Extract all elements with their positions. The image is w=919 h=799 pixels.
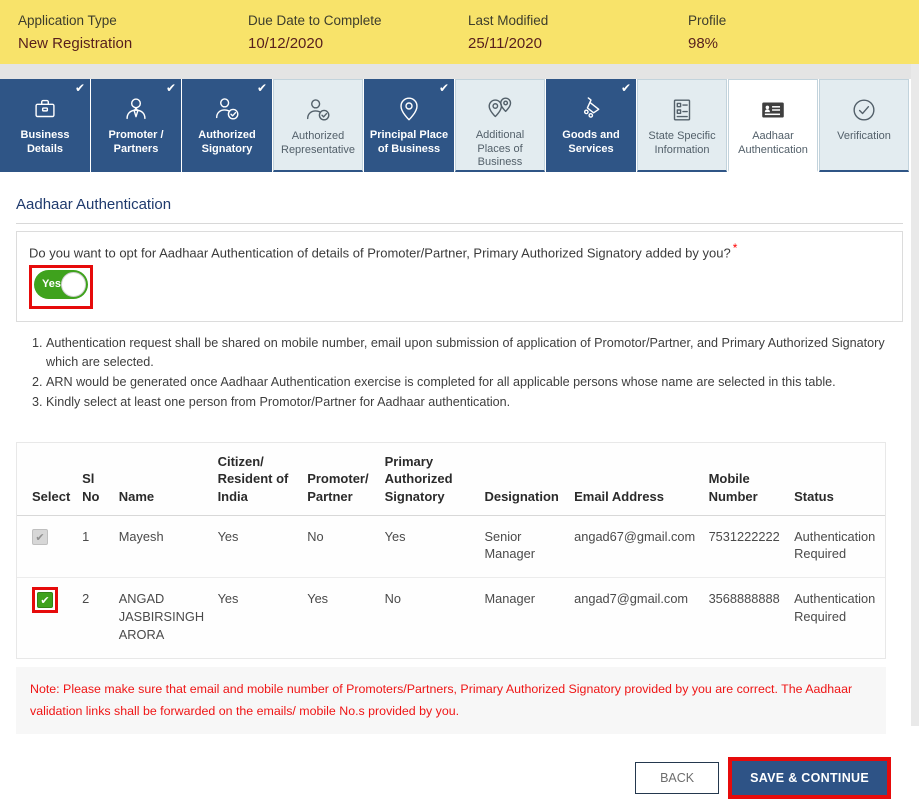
main-content — [0, 196, 919, 799]
cell-promoter: No — [301, 515, 378, 578]
aadhaar-opt-panel — [16, 231, 903, 322]
map-pins-icon — [485, 93, 515, 126]
tab-label: Goods and Services — [562, 129, 620, 155]
col-email: Email Address — [568, 443, 702, 515]
question-text: Do you want to opt for Aadhaar Authentication of details of Promoter/Partner, Primary Authorized Signatory added by you? — [29, 245, 731, 261]
due-date-label: Due Date to Complete — [248, 12, 382, 28]
cell-designation: Senior Manager — [478, 515, 568, 578]
checkbox-highlight-box — [32, 587, 58, 613]
page-title: Aadhaar Authentication — [16, 196, 172, 213]
cart-icon — [576, 92, 606, 126]
tab-aadhaar-authentication[interactable] — [728, 79, 818, 172]
tab-complete-check-icon: ✔ — [74, 81, 85, 95]
tab-label: Authorized Signatory — [198, 129, 256, 155]
application-type-value: New Registration — [18, 34, 133, 52]
toggle-highlight-box — [29, 265, 93, 309]
instruction-item: 1. Authentication request shall be shared on mobile number, email upon submission of application of Promotor/Partner, and Primary Authorized Signatory which are selected. — [46, 334, 903, 372]
tab-complete-check-icon: ✔ — [165, 81, 176, 95]
cell-primary-signatory: Yes — [379, 515, 479, 578]
briefcase-icon — [30, 92, 60, 126]
due-date-value: 10/12/2020 — [248, 34, 324, 52]
cell-name: Mayesh — [113, 515, 212, 578]
persons-table — [17, 443, 885, 658]
aadhaar-opt-toggle[interactable] — [34, 270, 88, 299]
save-button-highlight-box — [728, 757, 891, 799]
tab-label: Verification — [837, 130, 891, 142]
col-sl-no: Sl No — [76, 443, 113, 515]
table-row — [17, 515, 885, 578]
cell-promoter: Yes — [307, 591, 329, 607]
back-button[interactable]: BACK — [635, 762, 719, 794]
save-continue-button[interactable]: SAVE & CONTINUE — [732, 761, 887, 795]
tab-label: Promoter / Partners — [108, 129, 164, 155]
cell-email: angad7@gmail.com — [574, 591, 689, 607]
id-card-icon — [758, 93, 788, 127]
cell-citizen: Yes — [217, 591, 239, 607]
due-date-field — [248, 13, 468, 52]
tab-additional-places-of-business[interactable] — [455, 79, 545, 172]
tab-complete-check-icon: ✔ — [256, 81, 267, 95]
check-circle-icon — [849, 93, 879, 127]
cell-sl-no: 1 — [76, 515, 113, 578]
tab-business-details[interactable] — [0, 79, 90, 172]
cell-mobile: 3568888888 — [708, 591, 780, 607]
persons-table-wrapper — [16, 442, 886, 659]
col-designation: Designation — [478, 443, 568, 515]
select-checkbox[interactable]: ✔ — [37, 592, 53, 608]
tab-label: Authorized Representative — [281, 130, 355, 156]
instruction-item: 3. Kindly select at least one person from Promotor/Partner for Aadhaar authentication. — [46, 393, 903, 412]
tab-complete-check-icon: ✔ — [620, 81, 631, 95]
registration-steps-tabbar — [0, 79, 919, 172]
tab-goods-and-services[interactable] — [546, 79, 636, 172]
col-primary-signatory: Primary Authorized Signatory — [379, 443, 479, 515]
instruction-list — [16, 334, 903, 412]
cell-mobile: 7531222222 — [703, 515, 789, 578]
col-promoter: Promoter/ Partner — [301, 443, 378, 515]
cell-citizen: Yes — [212, 515, 302, 578]
last-modified-field — [468, 13, 688, 52]
map-pin-icon — [394, 92, 424, 126]
cell-designation: Manager — [484, 591, 535, 607]
col-status: Status — [788, 443, 885, 515]
profile-label: Profile — [688, 12, 727, 28]
cell-primary-signatory: No — [384, 591, 401, 607]
list-doc-icon — [667, 93, 697, 127]
application-type-label: Application Type — [18, 12, 117, 28]
tab-label: State Specific Information — [648, 130, 716, 156]
cell-sl-no: 2 — [82, 591, 90, 607]
toggle-yes-label: Yes — [42, 278, 61, 291]
cell-status: Authentication Required — [788, 515, 885, 578]
select-checkbox-disabled: ✔ — [32, 529, 48, 545]
note-text: Note: Please make sure that email and mobile number of Promoters/Partners, Primary Authorized Signatory provided by you are correct. The Aadhaar validation links shall be forwarded on the emails/ mobile No.s provided by you. — [16, 667, 886, 734]
title-divider — [16, 223, 903, 224]
application-summary-bar — [0, 0, 919, 64]
tab-state-specific-information[interactable] — [637, 79, 727, 172]
required-marker: * — [732, 241, 738, 255]
tab-label: Principal Place of Business — [369, 129, 449, 155]
tab-label: Business Details — [20, 129, 70, 155]
page-right-margin — [911, 64, 919, 726]
profile-field — [688, 13, 919, 52]
toggle-knob[interactable] — [61, 272, 86, 297]
col-citizen: Citizen/ Resident of India — [212, 443, 302, 515]
cell-email: angad67@gmail.com — [568, 515, 702, 578]
table-header-row — [17, 443, 885, 515]
col-name: Name — [113, 443, 212, 515]
cell-status: Authentication Required — [794, 591, 876, 625]
profile-value: 98% — [688, 34, 719, 52]
col-mobile: Mobile Number — [703, 443, 789, 515]
table-row — [17, 578, 885, 658]
cell-name: ANGAD JASBIRSINGH ARORA — [118, 591, 205, 643]
tab-principal-place-of-business[interactable] — [364, 79, 454, 172]
tab-authorized-representative[interactable] — [273, 79, 363, 172]
last-modified-label: Last Modified — [468, 12, 549, 28]
tab-promoter-partners[interactable] — [91, 79, 181, 172]
application-type-field — [18, 13, 248, 52]
person-check-icon — [212, 92, 242, 126]
tab-verification[interactable] — [819, 79, 909, 172]
tab-complete-check-icon: ✔ — [438, 81, 449, 95]
col-select: Select — [17, 443, 76, 515]
tab-authorized-signatory[interactable] — [182, 79, 272, 172]
person-check-icon — [303, 93, 333, 127]
aadhaar-opt-question — [29, 241, 890, 260]
action-buttons-row — [16, 757, 903, 799]
instruction-item: 2. ARN would be generated once Aadhaar Authentication exercise is completed for all applicable persons whose name are selected in this table. — [46, 373, 903, 392]
tab-label: Additional Places of Business — [475, 128, 525, 169]
person-icon — [121, 92, 151, 126]
tab-label: Aadhaar Authentication — [738, 130, 808, 156]
divider-strip — [0, 64, 919, 79]
last-modified-value: 25/11/2020 — [468, 34, 542, 52]
